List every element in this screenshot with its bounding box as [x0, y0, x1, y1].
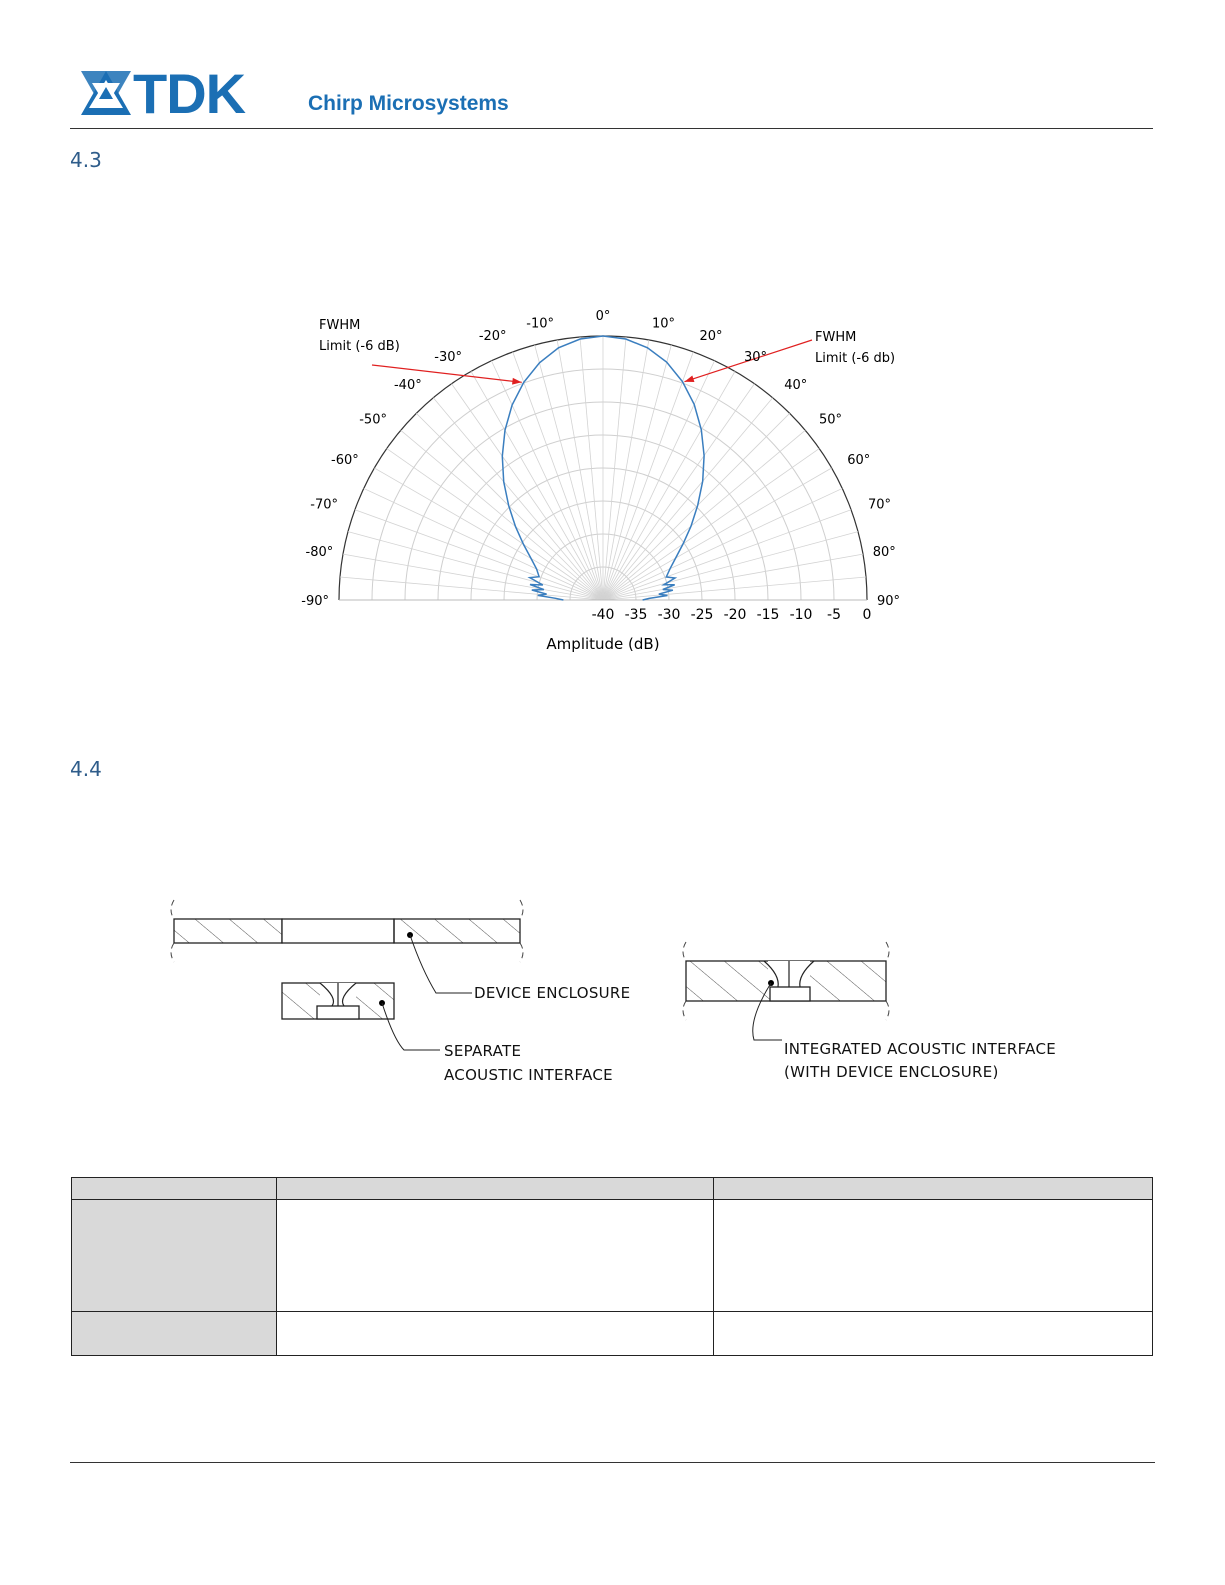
angle-tick-label: -60° [331, 453, 359, 468]
fwhm-arrow-head [512, 378, 522, 385]
separate-acoustic-interface [282, 983, 394, 1019]
label-separate-line1: SEPARATE [444, 1042, 522, 1060]
angle-tick-label: -30° [434, 349, 462, 365]
table-cell [277, 1200, 714, 1312]
table-row [72, 1312, 1153, 1356]
annotation-right-line2: Limit (-6 db) [815, 351, 896, 366]
angle-tick-label: 80° [872, 545, 896, 561]
device-enclosure-left [171, 900, 523, 962]
angle-tick-label: -70° [310, 497, 339, 513]
annotation-left-line2: Limit (-6 dB) [319, 339, 400, 354]
polar-spoke [513, 352, 603, 600]
label-integrated-line2: (WITH DEVICE ENCLOSURE) [784, 1063, 999, 1081]
table-header-cell [714, 1178, 1153, 1200]
table-header-cell [72, 1178, 277, 1200]
table-cell [277, 1312, 714, 1356]
header-divider [70, 128, 1153, 129]
angle-tick-label: 60° [847, 453, 871, 468]
angle-tick-label: 0° [595, 309, 611, 324]
radial-tick-label: -10 [789, 607, 813, 623]
radial-tick-label: -40 [591, 607, 615, 623]
acoustic-interface-diagram [160, 890, 1080, 1100]
radial-tick-label: -20 [723, 607, 747, 623]
table-cell [714, 1200, 1153, 1312]
radial-tick-label: -30 [657, 607, 681, 623]
radial-tick-label: -5 [827, 607, 841, 623]
polar-spoke [603, 352, 693, 600]
label-integrated-line1: INTEGRATED ACOUSTIC INTERFACE [784, 1040, 1056, 1058]
angle-tick-label: -80° [305, 545, 334, 561]
footer-divider [70, 1462, 1155, 1463]
table-header-row [72, 1178, 1153, 1200]
integrated-acoustic-interface [683, 942, 889, 1020]
polar-spoke [348, 532, 603, 600]
angle-tick-label: 40° [784, 377, 808, 393]
polar-spoke [603, 532, 858, 600]
annotation-right-line1: FWHM [815, 330, 857, 345]
brand-subtitle: Chirp Microsystems [308, 92, 509, 115]
radial-tick-label: -15 [756, 607, 780, 623]
label-separate-line2: ACOUSTIC INTERFACE [444, 1066, 613, 1084]
acoustic-interface-table [71, 1177, 1153, 1356]
angle-tick-label: 90° [877, 594, 901, 609]
beam-curve-right [603, 336, 704, 600]
angle-tick-label: 70° [867, 497, 892, 513]
table-row [72, 1200, 1153, 1312]
table-row-head [72, 1200, 277, 1312]
table-row-head [72, 1312, 277, 1356]
angle-tick-label: -40° [393, 377, 422, 393]
radial-tick-label: -25 [690, 607, 714, 623]
angle-tick-label: -90° [301, 594, 329, 609]
angle-tick-label: 10° [651, 316, 676, 332]
polar-spoke [603, 510, 851, 600]
table-cell [714, 1312, 1153, 1356]
x-axis-label: Amplitude (dB) [546, 635, 660, 653]
tdk-logo [80, 70, 132, 116]
polar-spoke [355, 510, 603, 600]
beam-pattern-chart [300, 300, 920, 670]
angle-tick-label: -10° [526, 316, 555, 332]
section-number-4-3: 4.3 [70, 148, 102, 172]
angle-tick-label: -50° [359, 412, 387, 428]
fwhm-arrow-head [684, 376, 694, 383]
radial-tick-label: -35 [624, 607, 648, 623]
section-number-4-4: 4.4 [70, 757, 102, 781]
label-device-enclosure: DEVICE ENCLOSURE [474, 984, 631, 1002]
brand-name: TDK [133, 62, 246, 125]
angle-tick-label: -20° [478, 329, 507, 345]
angle-tick-label: 20° [699, 329, 723, 345]
angle-tick-label: 50° [819, 412, 843, 428]
polar-spoke [603, 345, 671, 600]
tdk-star-icon [80, 70, 132, 116]
polar-grid [339, 336, 867, 600]
radial-tick-label: 0 [862, 607, 872, 623]
annotation-left-line1: FWHM [319, 318, 361, 333]
table-header-cell [277, 1178, 714, 1200]
angle-tick-label: 30° [744, 349, 768, 365]
polar-spoke [535, 345, 603, 600]
